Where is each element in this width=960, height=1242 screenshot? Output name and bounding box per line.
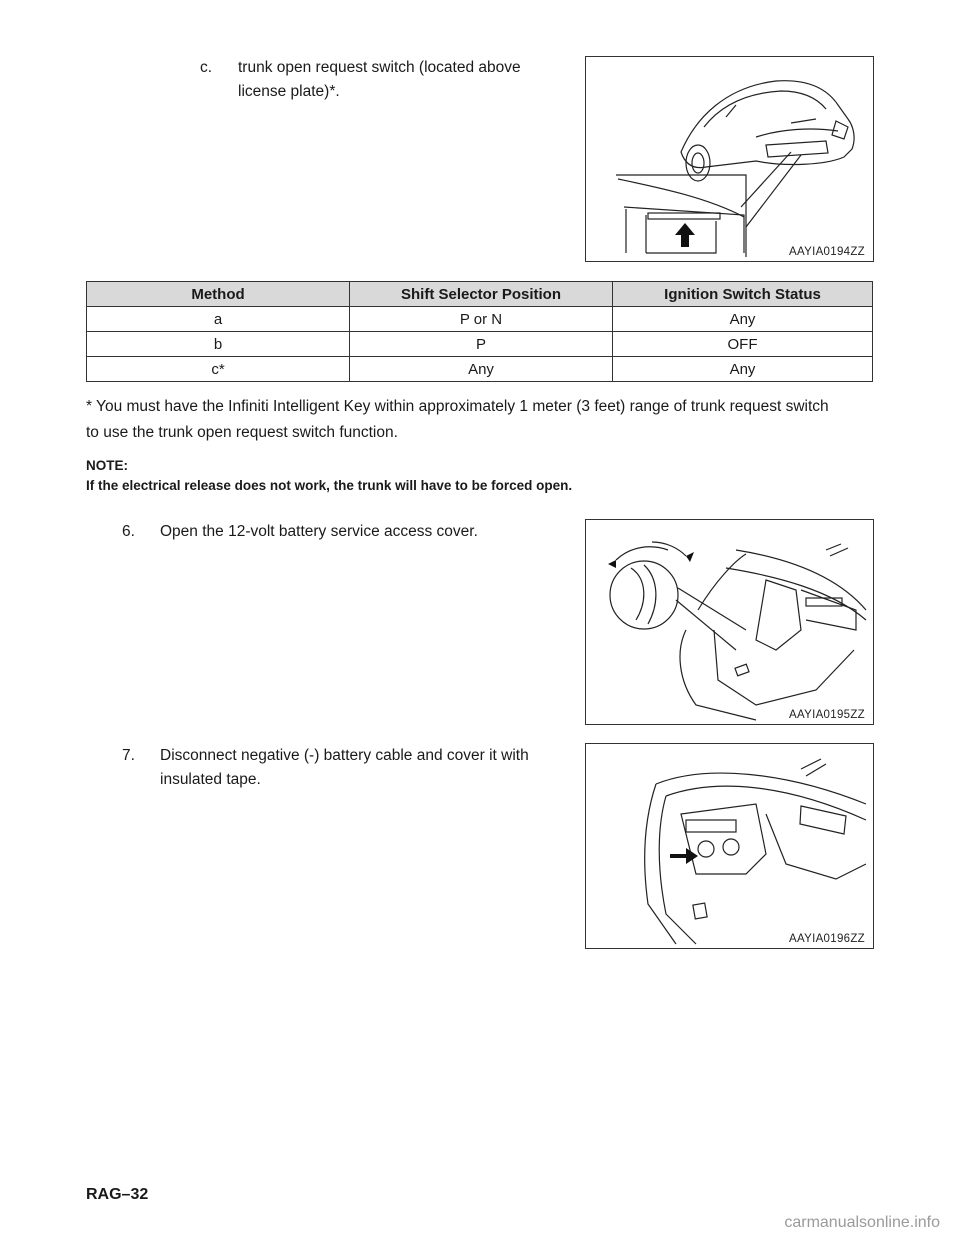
car-rear-illustration bbox=[586, 57, 873, 261]
footnote bbox=[86, 394, 876, 446]
trunk-battery-illustration bbox=[586, 744, 873, 948]
figure-access-cover bbox=[585, 519, 874, 725]
table-row bbox=[87, 357, 873, 382]
figure-trunk-switch bbox=[585, 56, 874, 262]
note-body: If the electrical release does not work, the trunk will have to be forced open. bbox=[86, 478, 573, 493]
table-cell: Any bbox=[613, 357, 873, 382]
figure-id-3: AAYIA0196ZZ bbox=[789, 933, 865, 945]
step-c-text-line1: trunk open request switch (located above bbox=[238, 59, 521, 76]
figure-id-2: AAYIA0195ZZ bbox=[789, 709, 865, 721]
step-7-text-line2: insulated tape. bbox=[160, 771, 261, 788]
table-cell: b bbox=[87, 332, 350, 357]
table-header-row bbox=[87, 282, 873, 307]
table-cell: P bbox=[350, 332, 613, 357]
note-heading: NOTE: bbox=[86, 458, 128, 473]
figure-battery-cable bbox=[585, 743, 874, 949]
table-cell: Any bbox=[613, 307, 873, 332]
footnote-line1: * You must have the Infiniti Intelligent Key within approximately 1 meter (3 feet) range of trunk request switch bbox=[86, 398, 829, 415]
step-c-text-line2: license plate)*. bbox=[238, 83, 340, 100]
trunk-access-cover-illustration bbox=[586, 520, 873, 724]
step-6-marker: 6. bbox=[122, 523, 135, 540]
table-row bbox=[87, 332, 873, 357]
table-cell: a bbox=[87, 307, 350, 332]
table-row bbox=[87, 307, 873, 332]
step-c-marker: c. bbox=[200, 59, 213, 76]
figure-id-1: AAYIA0194ZZ bbox=[789, 246, 865, 258]
table-cell: OFF bbox=[613, 332, 873, 357]
method-table bbox=[86, 281, 873, 382]
step-7 bbox=[122, 744, 567, 794]
footnote-line2: to use the trunk open request switch function. bbox=[86, 424, 398, 441]
step-7-text-line1: Disconnect negative (-) battery cable and cover it with bbox=[160, 747, 529, 764]
table-cell: Any bbox=[350, 357, 613, 382]
col-header-method: Method bbox=[87, 282, 350, 307]
step-c bbox=[200, 56, 560, 106]
col-header-ignition-status: Ignition Switch Status bbox=[613, 282, 873, 307]
site-watermark[interactable]: carmanualsonline.info bbox=[784, 1214, 940, 1231]
step-7-marker: 7. bbox=[122, 747, 135, 764]
page-number: RAG–32 bbox=[86, 1186, 149, 1203]
step-6-text: Open the 12-volt battery service access cover. bbox=[160, 523, 478, 540]
col-header-shift-selector: Shift Selector Position bbox=[350, 282, 613, 307]
table-cell: c* bbox=[87, 357, 350, 382]
step-6 bbox=[122, 520, 562, 546]
table-cell: P or N bbox=[350, 307, 613, 332]
